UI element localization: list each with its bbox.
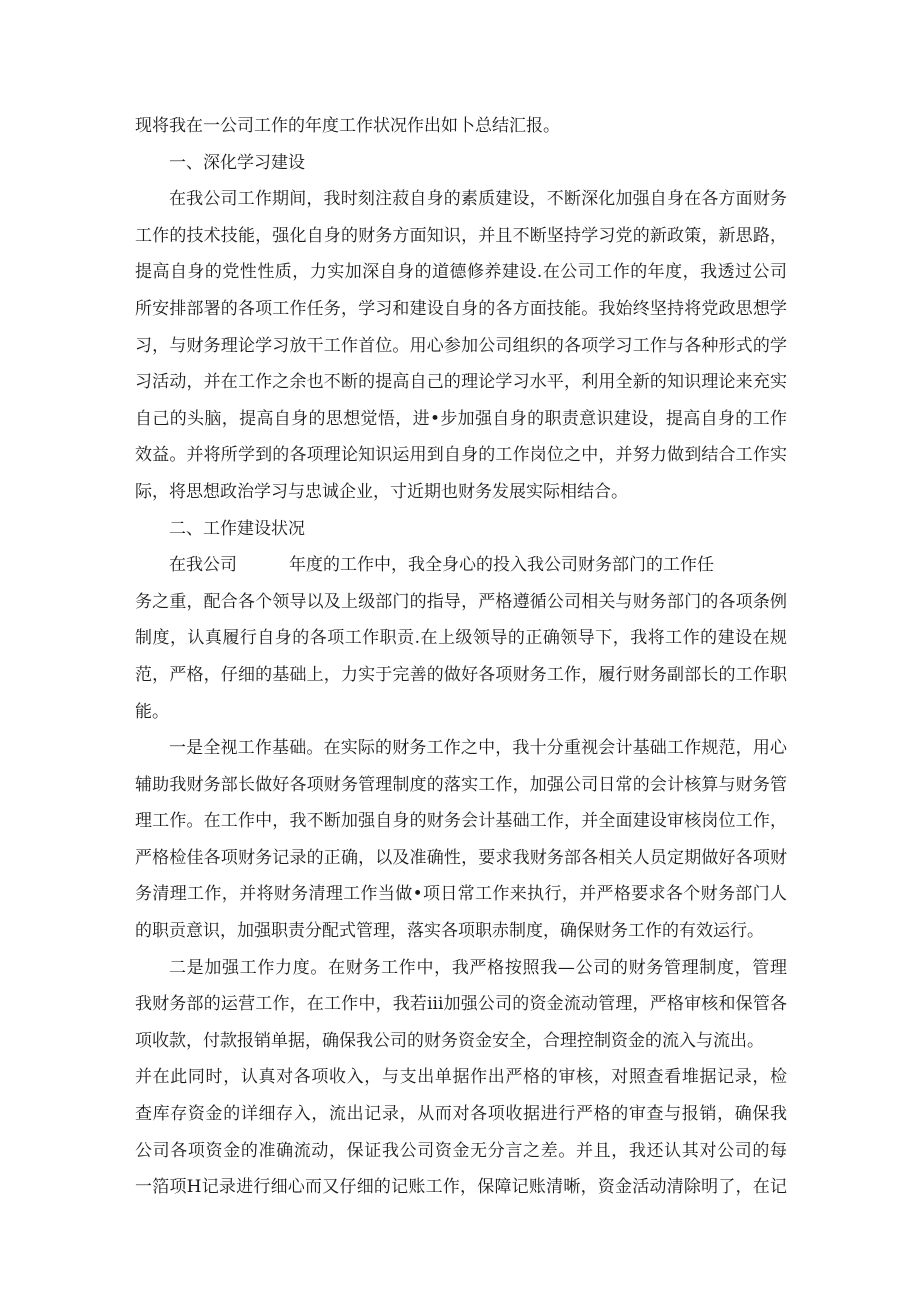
paragraph-line: 查库存资金的详细存入，流出记录，从而对各项收据进行严格的审查与报销，确保我 (135, 1104, 787, 1125)
paragraph-line: 并在此同时，认真对各项收入，与支出单据作出严格的审核，对照查看堆据记录，检 (135, 1067, 787, 1088)
paragraph-line: 自己的头脑，提高自身的思想觉悟，进•步加强自身的职责意识建设，提高自身的工作 (135, 408, 787, 429)
paragraph-line: 能。 (135, 701, 169, 722)
paragraph-line: 理工作。在工作中，我不断加强自身的财务会计基础工作，并全面建设审核岗位工作， (135, 811, 787, 832)
paragraph-line: 所安排部署的各项工作任务，学习和建设自身的各方面技能。我始终坚持将党政思想学 (135, 298, 787, 319)
paragraph-line: 范，严格，仔细的基础上，力实于完善的做好各项财务工作，履行财务副部长的工作职 (135, 664, 787, 685)
paragraph-line: 习活动，并在工作之余也不断的提高自己的理论学习水平，利用全新的知识理论来充实 (135, 372, 787, 393)
paragraph-line: 习，与财务理论学习放干工作首位。用心参加公司组织的各项学习工作与各种形式的学 (135, 335, 787, 356)
section-heading: 二、工作建设状况 (169, 518, 305, 539)
paragraph-line: 制度，认真履行自身的各项工作职贡.在上级领导的正确领导下，我将工作的建设在规 (135, 628, 787, 649)
paragraph-line: 务之重，配合各个领导以及上级部门的指导，严格遵循公司相关与财务部门的各项条例 (135, 591, 787, 612)
paragraph-line: 工作的技术技能，强化自身的财务方面知识，并且不断坚持学习党的新政策，新思路， (135, 225, 787, 246)
paragraph-line: 一箔项H记录进行细心而又仔细的记账工作，保障记账清晰，资金活动清除明了，在记 (135, 1177, 787, 1198)
paragraph-line (135, 547, 787, 584)
paragraph-line: 一是全视工作基础。在实际的财务工作之中，我十分重视会计基础工作规范，用心 (169, 738, 787, 759)
paragraph-line: 在我公司工作期间，我时刻注菽自身的素质建设，不断深化加强自身在各方面财务 (169, 189, 787, 210)
paragraph-line: 效益。并将所学到的各项理论知识运用到自身的工作岗位之中，并努力做到结合工作实 (135, 445, 787, 466)
paragraph-text-fragment: 年度的工作中，我全身心的投入我公司财务部门的工作任 (289, 555, 714, 576)
paragraph-line: 项收款，付款报销单据，确保我公司的财务资金安全，合理控制资金的流入与流出。 (135, 1030, 764, 1051)
section-heading: 一、深化学习建设 (169, 152, 305, 173)
document-body (135, 108, 787, 1206)
paragraph-line: 辅助我财务部长做好各项财务管理制度的落实工作，加强公司日常的会计核算与财务管 (135, 774, 787, 795)
paragraph-line: 务清理工作，并将财务清理工作当做•项日常工作来执行，并严格要求各个财务部门人 (135, 884, 787, 905)
paragraph-line: 的职贡意识，加强职责分配式管理，落实各项职赤制度，确保财务工作的有效运行。 (135, 921, 764, 942)
paragraph-line: 严格检佳各项财务记录的正确，以及准确性，要求我财务部各相关人员定期做好各项财 (135, 847, 787, 868)
paragraph-line: 公司各项资金的准确流动，保证我公司资金无分言之差。并且，我还认其对公司的每 (135, 1140, 787, 1161)
paragraph-line: 提高自身的党性性质，力实加深自身的道德修养建设.在公司工作的年度，我透过公司 (135, 262, 787, 283)
paragraph-line: 现将我在一公司工作的年度工作状况作出如卜总结汇报。 (135, 116, 560, 136)
paragraph-text-fragment: 在我公司 (169, 555, 237, 576)
paragraph-line: 际，将思想政治学习与忠诚企业，寸近期也财务发展实际相结合。 (135, 481, 628, 502)
paragraph-line: 我财务部的运营工作，在工作中，我若iii加强公司的资金流动管理，严格审核和保管各 (135, 994, 787, 1015)
paragraph-line: 二是加强工作力度。在财务工作中，我严格按照我—公司的财务管理制度，管理 (169, 957, 787, 978)
